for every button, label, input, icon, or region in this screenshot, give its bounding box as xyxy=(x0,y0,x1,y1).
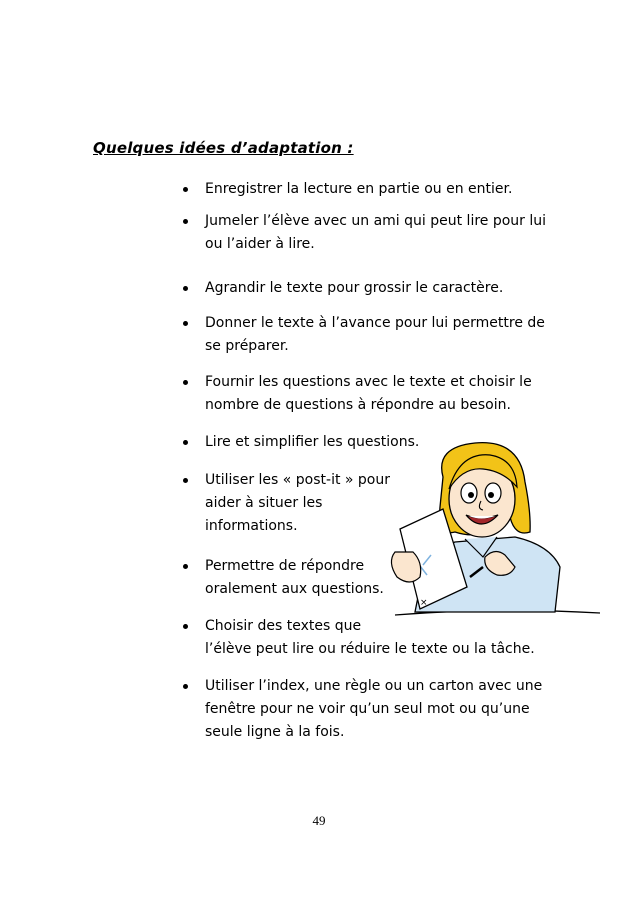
list-item-line: se préparer. xyxy=(205,338,289,354)
section-heading: Quelques idées d’adaptation : xyxy=(93,139,354,157)
page-number: 49 xyxy=(312,813,326,828)
list-item-line: Agrandir le texte pour grossir le caractère. xyxy=(205,280,504,296)
list-item-line: nombre de questions à répondre au besoin. xyxy=(205,397,511,413)
cartoon-girl-holding-paper-icon xyxy=(365,437,605,637)
list-item-line: Lire et simplifier les questions. xyxy=(205,434,420,450)
bullet-icon xyxy=(183,564,188,569)
bullet-icon xyxy=(183,684,188,689)
bullet-icon xyxy=(183,286,188,291)
list-item-line: Donner le texte à l’avance pour lui permettre de xyxy=(205,315,545,331)
list-item-line: Jumeler l’élève avec un ami qui peut lire pour lui xyxy=(205,213,547,229)
bullet-icon xyxy=(183,321,188,326)
list-item-line: Permettre de répondre xyxy=(205,558,365,574)
list-item-line: informations. xyxy=(205,518,298,534)
list-item-line: fenêtre pour ne voir qu’un seul mot ou qu’une xyxy=(205,701,530,717)
list-item-line: Utiliser l’index, une règle ou un carton avec une xyxy=(205,678,543,694)
list-item-line: l’élève peut lire ou réduire le texte ou la tâche. xyxy=(205,641,535,657)
bullet-icon xyxy=(183,380,188,385)
list-item-line: aider à situer les xyxy=(205,495,323,511)
list-item-line: Enregistrer la lecture en partie ou en entier. xyxy=(205,181,513,197)
bullet-icon xyxy=(183,219,188,224)
bullet-icon xyxy=(183,478,188,483)
list-item-line: Choisir des textes que xyxy=(205,618,362,634)
list-item-line: oralement aux questions. xyxy=(205,581,384,597)
list-item-line: seule ligne à la fois. xyxy=(205,724,345,740)
bullet-icon xyxy=(183,624,188,629)
bullet-icon xyxy=(183,187,188,192)
bullet-icon xyxy=(183,440,188,445)
svg-text:×: × xyxy=(420,598,428,608)
list-item-line: Fournir les questions avec le texte et choisir le xyxy=(205,374,532,390)
list-item-line: ou l’aider à lire. xyxy=(205,236,315,252)
list-item-line: Utiliser les « post-it » pour xyxy=(205,472,390,488)
